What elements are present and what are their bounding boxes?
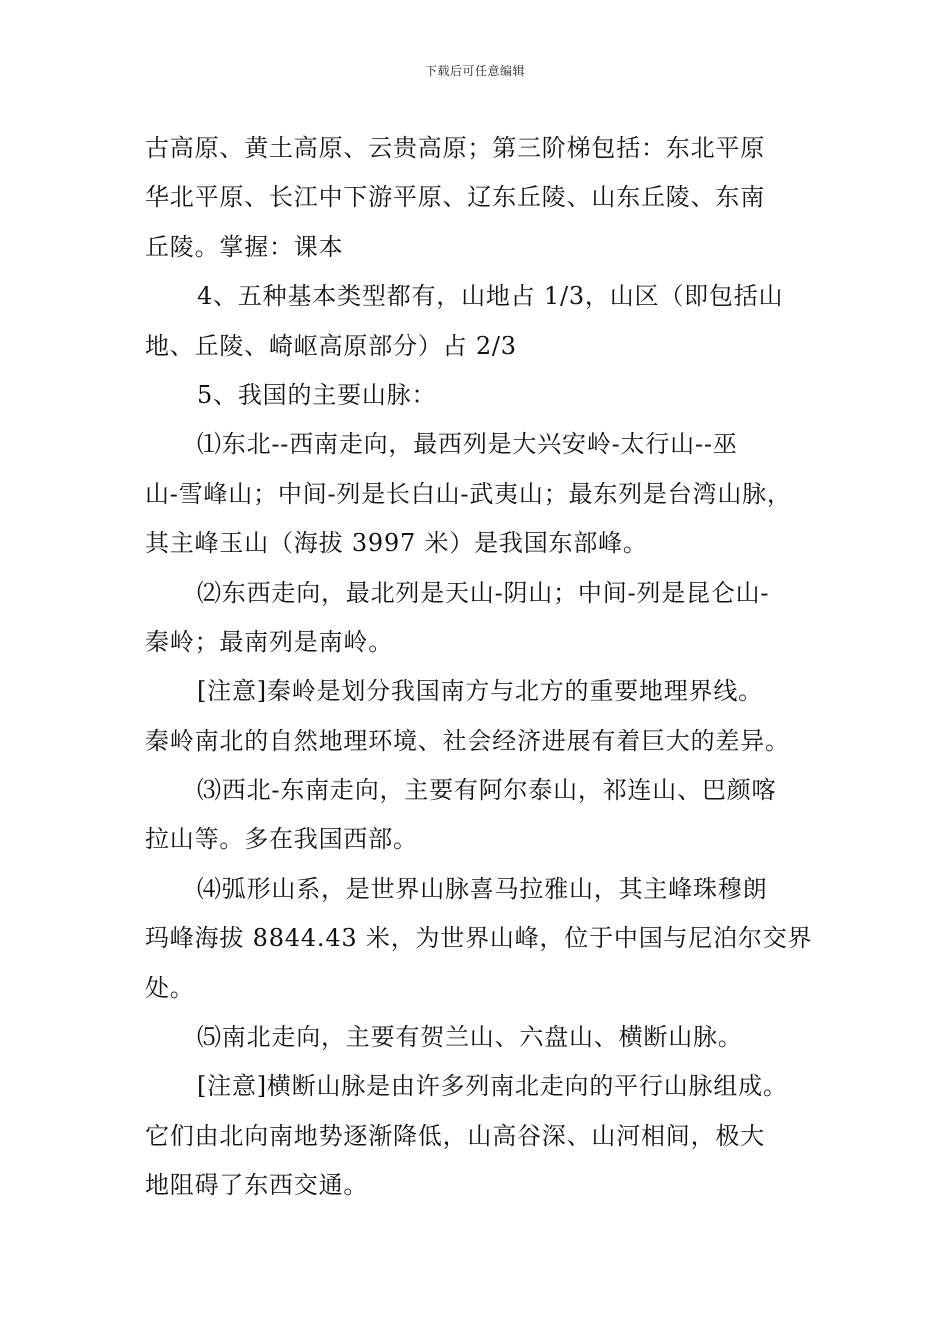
text-line: ⑵东西走向，最北列是天山-阴山；中间-列是昆仑山- <box>197 578 770 607</box>
text-line: 地、丘陵、崎岖高原部分）占 2/3 <box>145 331 517 360</box>
text-line: 山-雪峰山；中间-列是长白山-武夷山；最东列是台湾山脉， <box>145 479 792 508</box>
text-line: ⑷弧形山系，是世界山脉喜马拉雅山，其主峰珠穆朗 <box>197 874 768 903</box>
text-line: [注意]横断山脉是由许多列南北走向的平行山脉组成。 <box>197 1072 788 1101</box>
text-line: 秦岭南北的自然地理环境、社会经济进展有着巨大的差异。 <box>145 726 790 755</box>
text-line: 地阻碍了东西交通。 <box>145 1171 369 1200</box>
text-line: 其主峰玉山（海拔 3997 米）是我国东部峰。 <box>145 529 648 558</box>
text-line: 古高原、黄土高原、云贵高原；第三阶梯包括：东北平原 <box>145 134 765 162</box>
text-line: 处。 <box>145 973 195 1002</box>
text-line: 丘陵。掌握：课本 <box>145 232 344 261</box>
text-line: 拉山等。多在我国西部。 <box>145 825 418 854</box>
text-line: [注意]秦岭是划分我国南方与北方的重要地理界线。 <box>197 677 763 706</box>
text-line: ⑸南北走向，主要有贺兰山、六盘山、横断山脉。 <box>197 1023 743 1052</box>
text-line: 4、五种基本类型都有，山地占 1/3，山区（即包括山 <box>197 282 784 311</box>
text-line: 秦岭；最南列是南岭。 <box>145 627 393 656</box>
page-header: 下载后可任意编辑 <box>424 64 525 78</box>
text-line: 玛峰海拔 8844.43 米，为世界山峰，位于中国与尼泊尔交界 <box>145 924 813 953</box>
document-body <box>145 124 815 1211</box>
text-line: ⑶西北-东南走向，主要有阿尔泰山，祁连山、巴颜喀 <box>197 776 777 805</box>
text-line: 5、我国的主要山脉： <box>197 380 437 409</box>
text-line: 它们由北向南地势逐渐降低，山高谷深、山河相间，极大 <box>145 1121 765 1150</box>
text-line: ⑴东北--西南走向，最西列是大兴安岭-太行山--巫 <box>197 430 738 459</box>
text-line: 华北平原、长江中下游平原、辽东丘陵、山东丘陵、东南 <box>145 183 765 212</box>
